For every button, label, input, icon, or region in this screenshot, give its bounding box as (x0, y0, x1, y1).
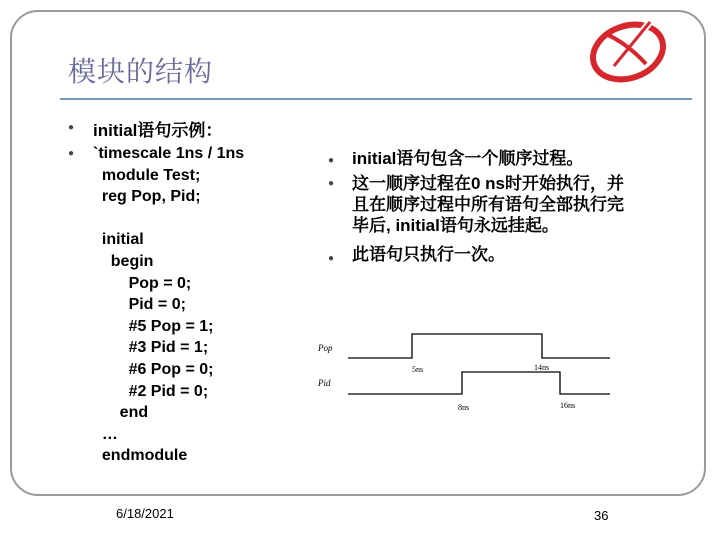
timing-label: 14ns (534, 363, 550, 372)
code-line: initial (93, 231, 144, 249)
bullet-marker: ● (328, 178, 335, 189)
code-line (93, 208, 244, 230)
right-bullet-text: 这一顺序过程在0 ns时开始执行，并 (352, 174, 625, 193)
signal-label-pop: Pop (318, 343, 333, 353)
code-line: module Test; (93, 166, 201, 184)
timing-waveform (312, 330, 612, 420)
code-line: `timescale 1ns / 1ns (93, 145, 245, 162)
pop-waveform (348, 334, 610, 358)
code-line: Pid = 0; (93, 296, 186, 314)
university-logo-icon (584, 14, 676, 86)
right-bullet-text: 此语句只执行一次。 (352, 245, 505, 264)
bullet-initial-example: initial语句示例： (93, 121, 223, 140)
code-line: end (93, 404, 149, 422)
code-line: … (93, 425, 118, 443)
right-bullet-text: 且在顺序过程中所有语句全部执行完 (352, 195, 624, 214)
timing-label: 16ns (560, 401, 576, 410)
slide-title: 模块的结构 (68, 55, 214, 88)
right-bullet-list (352, 148, 624, 265)
code-line: begin (93, 252, 154, 270)
signal-label-pid: Pid (318, 378, 331, 388)
title-divider (60, 98, 692, 100)
bullet-marker: ● (328, 155, 335, 166)
code-line: #5 Pop = 1; (93, 317, 214, 335)
page-number: 36 (594, 508, 609, 523)
footer-date: 6/18/2021 (116, 506, 174, 521)
code-line: #6 Pop = 0; (93, 360, 214, 378)
timing-label: 8ns (458, 403, 470, 412)
bullet-marker: ● (68, 122, 75, 133)
code-line: Pop = 0; (93, 274, 192, 292)
timing-label: 5ns (412, 365, 424, 374)
bullet-marker: ● (328, 253, 335, 264)
code-line: reg Pop, Pid; (93, 188, 201, 206)
right-bullet-text: initial语句包含一个顺序过程。 (352, 149, 584, 168)
code-line: #2 Pid = 0; (93, 382, 209, 400)
pid-waveform (348, 372, 610, 394)
bullet-marker: ● (68, 148, 75, 159)
code-line: endmodule (93, 447, 188, 465)
right-bullet-text: 毕后, initial语句永远挂起。 (352, 216, 559, 235)
code-line: #3 Pid = 1; (93, 339, 209, 357)
code-block (93, 143, 244, 467)
